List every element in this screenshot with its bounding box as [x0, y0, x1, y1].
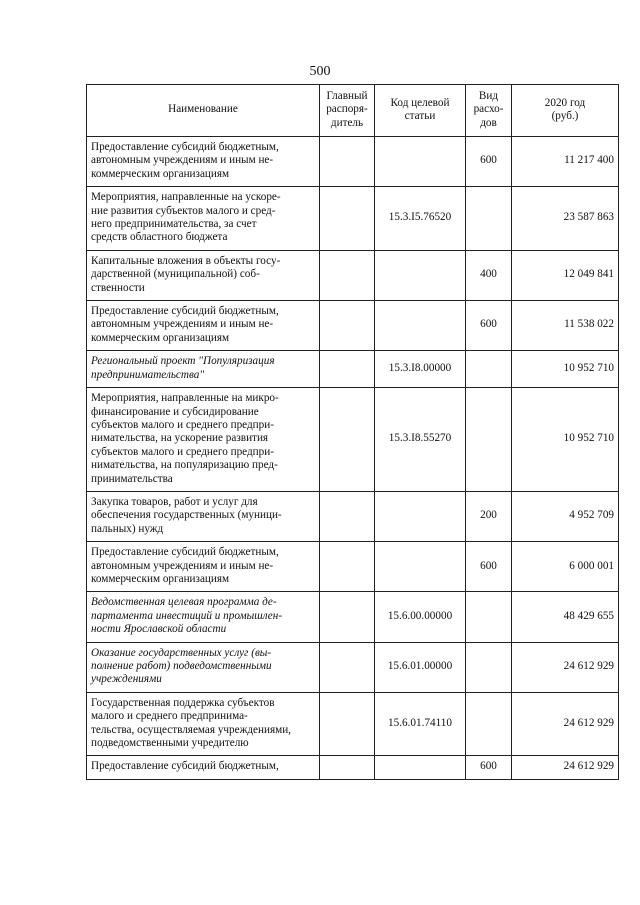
row-admin [320, 491, 375, 541]
table-row [87, 187, 619, 251]
row-name-line: Оказание государственных услуг (вы- [91, 646, 272, 659]
row-name-line: автономным учреждениям и иным не- [91, 318, 274, 331]
row-amount: 11 538 022 [512, 301, 619, 351]
row-name [87, 137, 320, 187]
row-admin [320, 756, 375, 779]
row-name [87, 592, 320, 642]
row-type: 600 [466, 137, 512, 187]
row-name [87, 187, 320, 251]
table-row [87, 301, 619, 351]
header-line: дов [480, 116, 497, 129]
row-amount: 48 429 655 [512, 592, 619, 642]
row-name-line: субъектов малого и среднего предпри- [91, 418, 274, 431]
row-code: 15.6.00.00000 [375, 592, 466, 642]
row-name [87, 692, 320, 756]
row-code [375, 491, 466, 541]
header-line: расхо- [473, 103, 504, 116]
row-name-line: учреждениями [91, 673, 162, 686]
table-row [87, 250, 619, 300]
row-name-line: Государственная поддержка субъектов [91, 696, 275, 709]
table-row [87, 491, 619, 541]
row-admin [320, 592, 375, 642]
header-line: Главный [326, 89, 368, 102]
row-admin [320, 542, 375, 592]
budget-table [86, 84, 619, 780]
row-type: 400 [466, 250, 512, 300]
header-line: Вид [478, 89, 499, 102]
row-code: 15.6.01.74110 [375, 692, 466, 756]
row-name-line: коммерческим организациям [91, 331, 230, 344]
row-name [87, 491, 320, 541]
row-type [466, 351, 512, 388]
table-row [87, 756, 619, 779]
row-amount: 6 000 001 [512, 542, 619, 592]
row-code: 15.6.01.00000 [375, 642, 466, 692]
row-name-line: обеспечения государственных (муници- [91, 509, 282, 522]
row-amount: 11 217 400 [512, 137, 619, 187]
row-admin [320, 250, 375, 300]
row-name-line: Региональный проект "Популяризация [91, 355, 275, 368]
table-row [87, 592, 619, 642]
row-type [466, 642, 512, 692]
row-name-line: средств областного бюджета [91, 231, 228, 244]
row-admin [320, 301, 375, 351]
row-name-line: полнение работ) подведомственными [91, 660, 272, 672]
header-amount [512, 85, 619, 137]
row-amount: 23 587 863 [512, 187, 619, 251]
row-name-line: принимательства [91, 472, 173, 485]
row-amount: 24 612 929 [512, 756, 619, 779]
row-name-line: ственности [91, 281, 145, 294]
row-name-line: Мероприятия, направленные на ускоре- [91, 191, 281, 204]
row-name-line: Предоставление субсидий бюджетным, [91, 141, 279, 153]
row-amount: 10 952 710 [512, 388, 619, 492]
table-row [87, 642, 619, 692]
row-code: 15.3.I5.76520 [375, 187, 466, 251]
header-name: Наименование [87, 85, 320, 137]
header-type [466, 85, 512, 137]
row-type: 600 [466, 301, 512, 351]
row-name-line: ности Ярославской области [91, 623, 227, 636]
row-name [87, 301, 320, 351]
row-name [87, 388, 320, 492]
row-name-line: Капитальные вложения в объекты госу- [91, 254, 281, 267]
row-name-line: предпринимательства" [91, 368, 205, 381]
table-row [87, 542, 619, 592]
row-code [375, 542, 466, 592]
row-type [466, 692, 512, 756]
row-amount: 24 612 929 [512, 642, 619, 692]
row-amount: 10 952 710 [512, 351, 619, 388]
row-name-line: ние развития субъектов малого и сред- [91, 204, 276, 217]
row-code [375, 756, 466, 779]
row-name-line: партамента инвестиций и промышлен- [91, 609, 283, 622]
row-name-line: коммерческим организациям [91, 572, 230, 585]
row-name-line: малого и среднего предпринима- [91, 710, 248, 723]
row-code: 15.3.I8.00000 [375, 351, 466, 388]
header-code [375, 85, 466, 137]
row-amount: 12 049 841 [512, 250, 619, 300]
row-name-line: Ведомственная целевая программа де- [91, 596, 277, 609]
row-name [87, 756, 320, 779]
header-line: (руб.) [551, 110, 579, 122]
header-line: дитель [330, 116, 364, 129]
row-code [375, 301, 466, 351]
row-name [87, 642, 320, 692]
row-name-line: него предпринимательства, за счет [91, 218, 257, 231]
row-name-line: нимательства, на популяризацию пред- [91, 459, 278, 472]
row-admin [320, 388, 375, 492]
header-line: статьи [404, 110, 436, 122]
row-name-line: автономным учреждениям и иным не- [91, 559, 274, 572]
row-name [87, 542, 320, 592]
table-row [87, 692, 619, 756]
row-type [466, 388, 512, 492]
row-amount: 24 612 929 [512, 692, 619, 756]
row-name [87, 351, 320, 388]
row-admin [320, 692, 375, 756]
row-name-line: Предоставление субсидий бюджетным, [91, 760, 279, 773]
row-code [375, 137, 466, 187]
row-name-line: финансирование и субсидирование [91, 405, 259, 418]
row-name-line: Предоставление субсидий бюджетным, [91, 546, 279, 559]
row-name-line: тельства, осуществляемая учреждениями, [91, 723, 291, 736]
header-line: распоря- [326, 103, 368, 116]
row-admin [320, 642, 375, 692]
row-type: 600 [466, 756, 512, 779]
row-name-line: субъектов малого и среднего предпри- [91, 445, 274, 458]
row-name-line: Мероприятия, направленные на микро- [91, 392, 279, 405]
row-name-line: коммерческим организациям [91, 167, 230, 180]
table-row [87, 137, 619, 187]
row-type [466, 592, 512, 642]
row-type: 600 [466, 542, 512, 592]
row-admin [320, 351, 375, 388]
row-name-line: Предоставление субсидий бюджетным, [91, 305, 279, 318]
row-admin [320, 137, 375, 187]
table-header-row [87, 85, 619, 137]
row-amount: 4 952 709 [512, 491, 619, 541]
row-name-line: пальных) нужд [91, 522, 164, 535]
row-name-line: дарственной (муниципальной) соб- [91, 268, 260, 281]
table-row [87, 388, 619, 492]
row-type [466, 187, 512, 251]
page-number: 500 [309, 64, 331, 79]
row-code [375, 250, 466, 300]
row-name-line: подведомственными учредителю [91, 737, 249, 750]
row-name-line: нимательства, на ускорение развития [91, 432, 269, 445]
row-type: 200 [466, 491, 512, 541]
header-line: 2020 год [544, 96, 586, 109]
header-line: Код целевой [390, 96, 450, 109]
row-name [87, 250, 320, 300]
row-name-line: Закупка товаров, работ и услуг для [91, 495, 258, 508]
table-row [87, 351, 619, 388]
row-name-line: автономным учреждениям и иным не- [91, 154, 274, 167]
header-admin [320, 85, 375, 137]
row-code: 15.3.I8.55270 [375, 388, 466, 492]
row-admin [320, 187, 375, 251]
